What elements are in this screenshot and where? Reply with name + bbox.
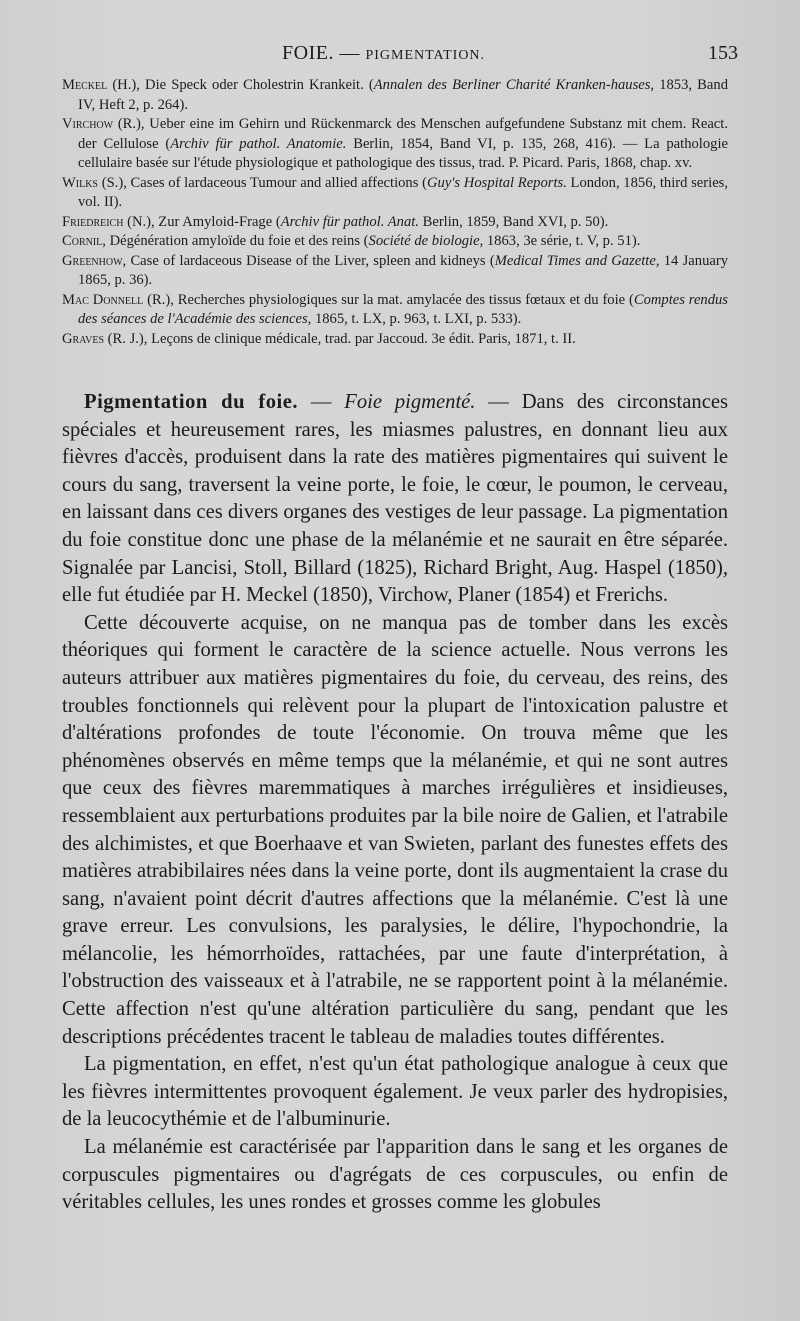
bib-author: Greenhow, — [62, 252, 127, 269]
bib-text: Ueber eine im Gehirn und Rückenmarck des Menschen aufgefundene Substanz mit chem. React. der Cellulose ( — [78, 116, 728, 152]
paragraph: Cette découverte acquise, on ne manqua pas de tomber dans les excès théoriques qui forment le caractère de la science actuelle. Nous verrons les auteurs attribuer aux matières pigmentaires du foie, du cerveau, des reins, des troubles fonctionnels qui relèvent pour la plupart de l'intoxication palustre et d'altérations profondes de toute l'économie. On trouva même que les phénomènes observés en même temps que la mélanémie, et qui ne sont autres que ceux des fièvres maremmatiques à marches irrégulières et insidieuses, ressemblaient aux perturbations produites par la bile noire de Galien, et l'atrabile des alchimistes, et que Boerhaave et van Swieten, parlant des funestes effets des matières atrabibilaires nées dans la veine porte, dont ils augmentaient la crase du sang, n'avaient point décrit d'autres affections que la mélanémie. C'est là une grave erreur. Les convulsions, les paralysies, le délire, l'hypochondrie, la mélancolie, les hémorrhoïdes, rattachées, par une faute d'interprétation, à l'obstruction des vaisseaux et à l'atrabile, ne se rapportent point à la mélanémie. Cette affection n'est qu'une altération particulière du sang, pendant que les descriptions précédentes tracent le tableau de maladies toutes différentes. — [62, 611, 728, 1048]
bib-author: Mac Donnell (R.), — [62, 291, 174, 308]
bib-source: Guy's Hospital Reports. — [426, 174, 567, 191]
bib-text: Zur Amyloid-Frage ( — [154, 213, 281, 230]
running-title — [282, 42, 485, 65]
running-title-small: PIGMENTATION. — [365, 48, 486, 63]
dash: — — [475, 391, 522, 413]
bib-entry — [62, 115, 728, 174]
bib-text: Recherches physiologiques sur la mat. amylacée des tissus fœtaux et du foie ( — [173, 291, 634, 308]
running-title-main: FOIE. — — [282, 42, 360, 64]
bibliography — [62, 76, 728, 349]
bib-text: Case of lardaceous Disease of the Liver, spleen and kidneys ( — [126, 252, 495, 269]
intro-text: Dans des circonstances spéciales et heureusement rares, les miasmes palustres, en donnant lieu aux fièvres d'accès, produisent dans la rate des matières pigmentaires qui suivent le cours du sang, traversent la veine porte, le foie, le cœur, le poumon, le cerveau, en laissant dans ces divers organes des vestiges de leur passage. La pigmentation du foie constitue donc une phase de la mélanémie et ne saurait en être séparée. Signalée par Lancisi, Stoll, Billard (1825), Richard Bright, Aug. Haspel (1850), elle fut étudiée par H. Meckel (1850), Virchow, Planer (1854) et Frerichs. — [62, 391, 729, 607]
bib-text-end: 14 January 1865, p. 36). — [78, 252, 728, 288]
page-number: 153 — [708, 42, 738, 64]
bib-entry — [62, 232, 728, 252]
bib-text-end: Berlin, 1854, Band VI, p. 135, 268, 416). — La pathologie cellulaire basée sur l'étude physiologique et pathologique des tissus, trad. P. Picard. Paris, 1868, chap. xv. — [78, 135, 728, 171]
bib-author: Wilks (S.), — [62, 174, 127, 191]
bib-text: Leçons de clinique médicale, trad. par Jaccoud. 3e édit. Paris, 1871, t. II. — [147, 330, 576, 347]
bib-text-end: 1863, 3e série, t. V, p. 51). — [483, 233, 641, 249]
bib-text: Cases of lardaceous Tumour and allied affections ( — [126, 174, 427, 191]
bib-source: Annalen des Berliner Charité Kranken-hauses, — [373, 77, 655, 93]
bib-entry — [62, 213, 728, 233]
bib-author: Friedreich (N.), — [62, 213, 155, 230]
bib-author: Cornil, — [62, 233, 106, 249]
section-title: Pigmentation du foie. — [84, 391, 299, 413]
section-subtitle: Foie pigmenté. — [344, 391, 476, 413]
bib-source: Comptes rendus des séances de l'Académie des sciences, — [78, 291, 728, 327]
bib-source: Archiv für pathol. Anat. — [280, 213, 419, 230]
bib-source: Medical Times and Gazette, — [494, 252, 660, 269]
bib-entry — [62, 291, 728, 330]
bib-entry — [62, 252, 728, 291]
bib-author: Virchow (R.), — [62, 116, 145, 132]
section-intro-paragraph — [62, 389, 728, 610]
bib-text-end: 1853, Band IV, Heft 2, p. 264). — [78, 77, 728, 113]
bib-entry — [62, 76, 728, 115]
bib-text: Dégénération amyloïde du foie et des reins ( — [105, 233, 369, 249]
bib-author: Graves (R. J.), — [62, 330, 148, 347]
bib-text-end: 1865, t. LX, p. 963, t. LXI, p. 533). — [311, 311, 522, 327]
body-text — [62, 389, 728, 1217]
bib-entry — [62, 174, 728, 213]
paragraph: La pigmentation, en effet, n'est qu'un état pathologique analogue à ceux que les fièvres intermittentes provoquent également. Je veux parler des hydropisies, de la leucocythémie et de l'albuminurie. — [62, 1053, 728, 1131]
bib-source: Archiv für pathol. Anatomie. — [170, 135, 347, 152]
bib-text-end: Berlin, 1859, Band XVI, p. 50). — [418, 213, 609, 230]
bib-entry — [62, 330, 728, 350]
bib-text: Die Speck oder Cholestrin Krankeit. ( — [139, 77, 374, 93]
bib-author: Meckel (H.), — [62, 77, 140, 93]
dash: — — [298, 391, 345, 413]
paragraph: La mélanémie est caractérisée par l'apparition dans le sang et les organes de corpuscules pigmentaires ou d'agrégats de ces corpuscules, ou enfin de véritables cellules, les unes rondes et grosses comme les globules — [62, 1136, 728, 1214]
bib-source: Société de biologie, — [368, 233, 484, 249]
running-head — [62, 38, 738, 74]
bib-text-end: London, 1856, third series, vol. II). — [78, 174, 729, 210]
